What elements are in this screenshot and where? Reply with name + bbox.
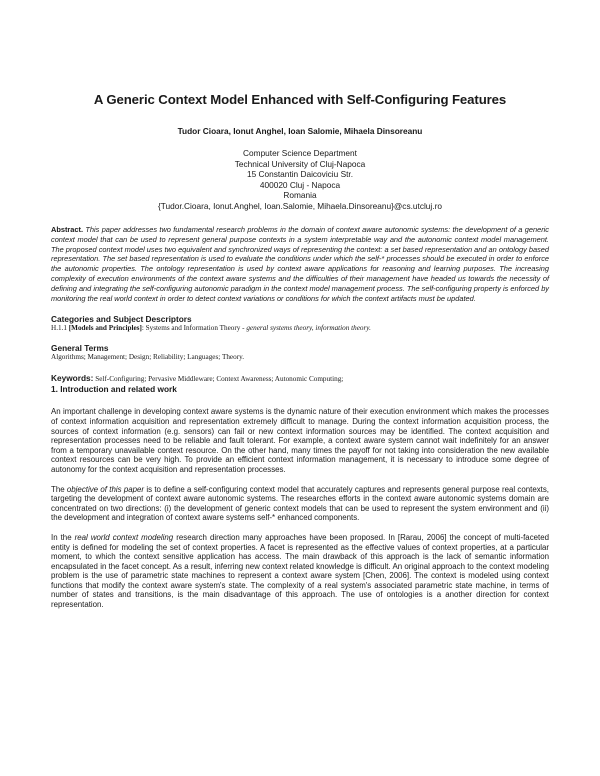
- paper-title: A Generic Context Model Enhanced with Self-Configuring Features: [93, 92, 507, 107]
- categories-section: [51, 314, 549, 333]
- affiliation-block: [51, 148, 549, 211]
- emphasis: objective of this paper: [66, 484, 145, 494]
- category-name: [Models and Principles]: [68, 324, 142, 333]
- general-terms-section: [51, 343, 549, 362]
- category-detail: : Systems and Information Theory -: [141, 324, 247, 333]
- abstract-text: This paper addresses two fundamental research problems in the domain of context aware autonomic systems: the development of a generic context model that can be used to represent general purpose contexts in a system interpretable way and the autonomic context model management. The proposed context model uses two equivalent and synchronized ways of representing the context: a set based representation and an ontology based representation. The set based representation is used to evaluate the conditions under which the self-* processes should be executed in order to enforce the autonomic properties. The ontology representation is used by context aware applications for reasoning and learning purposes. The increasing complexity of execution environments of the context aware systems and the difficulties of their management have headed us towards the necessity of defining and integrating the self-configuring autonomic paradigm in the context model management process. The self-configuring property is enforced by monitoring the real world context in order to detect context variations or conditions for which the context artifacts must be updated.: [51, 225, 549, 303]
- keywords-label: Keywords:: [51, 373, 94, 384]
- keywords-section: [51, 373, 549, 384]
- emphasis: real world context modeling: [74, 532, 174, 542]
- text-span: The: [51, 484, 67, 494]
- intro-paragraph-2: [51, 485, 549, 523]
- text-span: In the: [51, 532, 75, 542]
- category-code: H.1.1: [51, 324, 69, 333]
- author-emails: {Tudor.Cioara, Ionut.Anghel, Ioan.Salomie, Mihaela.Dinsoreanu}@cs.utcluj.ro: [158, 200, 442, 211]
- abstract: [51, 225, 549, 303]
- categories-text: [51, 324, 549, 333]
- intro-paragraph-3: [51, 533, 549, 610]
- affiliation-line: Romania: [283, 190, 317, 200]
- categories-heading: Categories and Subject Descriptors: [51, 314, 192, 325]
- author-list: Tudor Cioara, Ionut Anghel, Ioan Salomie, Mihaela Dinsoreanu: [177, 126, 423, 136]
- general-terms-heading: General Terms: [51, 343, 109, 354]
- section-heading: 1. Introduction and related work: [51, 384, 177, 395]
- intro-paragraph-1: An important challenge in developing context aware systems is the dynamic nature of their execution environment which makes the processes of context information acquisition and representation extremely difficult to manage. During the context information acquisition process, the sources of context information (e.g. sensors) can fail or new context information sources may be identified. The context acquisition and representation processes need to be reliable and fault tolerant. For example, a context aware system cannot wait indefinitely for an answer from a temporary unavailable context resource. On the other hand, many times the payoff for not taking into consideration the new available context resources can be very high. To provide an efficient context information management, it is necessary to introduce some degree of autonomy for the context acquisition and representation processes.: [51, 407, 549, 474]
- category-descriptors: general systems theory, information theory.: [246, 324, 371, 333]
- affiliation-line: 400020 Cluj - Napoca: [259, 179, 341, 190]
- general-terms-text: Algorithms; Management; Design; Reliability; Languages; Theory.: [51, 353, 245, 362]
- text-span: is to define a self-configuring context model that accurately captures and represents general purpose real contexts, targeting the development of context aware autonomic systems. The researches efforts in the context aware autonomic systems domain are concentrated on two directions: (i) the development of generic context models that can be used to represent the system environment and (ii) the development and integration of context aware systems self-* enhanced components.: [51, 484, 549, 523]
- affiliation-line: Technical University of Cluj-Napoca: [234, 158, 366, 169]
- text-span: research direction many approaches have been proposed. In [Rarau, 2006] the concept of multi-faceted entity is defined for modeling the set of context properties. A facet is represented as the effective values of context properties, at a particular moment, to which the context sensitive application has access. The main drawback of this approach is the lack of semantic information encapsulated in the facet concept. As a result, inferring new context related knowledge is difficult. An original approach to the context modeling problem is the use of parametric state machines to represent a context aware system [Chen, 2006]. The context is modeled using context functions that modify the context aware system's state. The complexity of a real system's associated parametric state machine, in terms of number of states and transitions, is the main disadvantage of this approach. The use of ontologies is a another direction for context representation.: [51, 532, 550, 610]
- keywords-text: Self-Configuring; Pervasive Middleware; Context Awareness; Autonomic Computing;: [93, 375, 344, 384]
- affiliation-line: 15 Constantin Daicoviciu Str.: [246, 169, 354, 179]
- affiliation-line: Computer Science Department: [243, 148, 357, 158]
- abstract-label: Abstract.: [51, 225, 84, 234]
